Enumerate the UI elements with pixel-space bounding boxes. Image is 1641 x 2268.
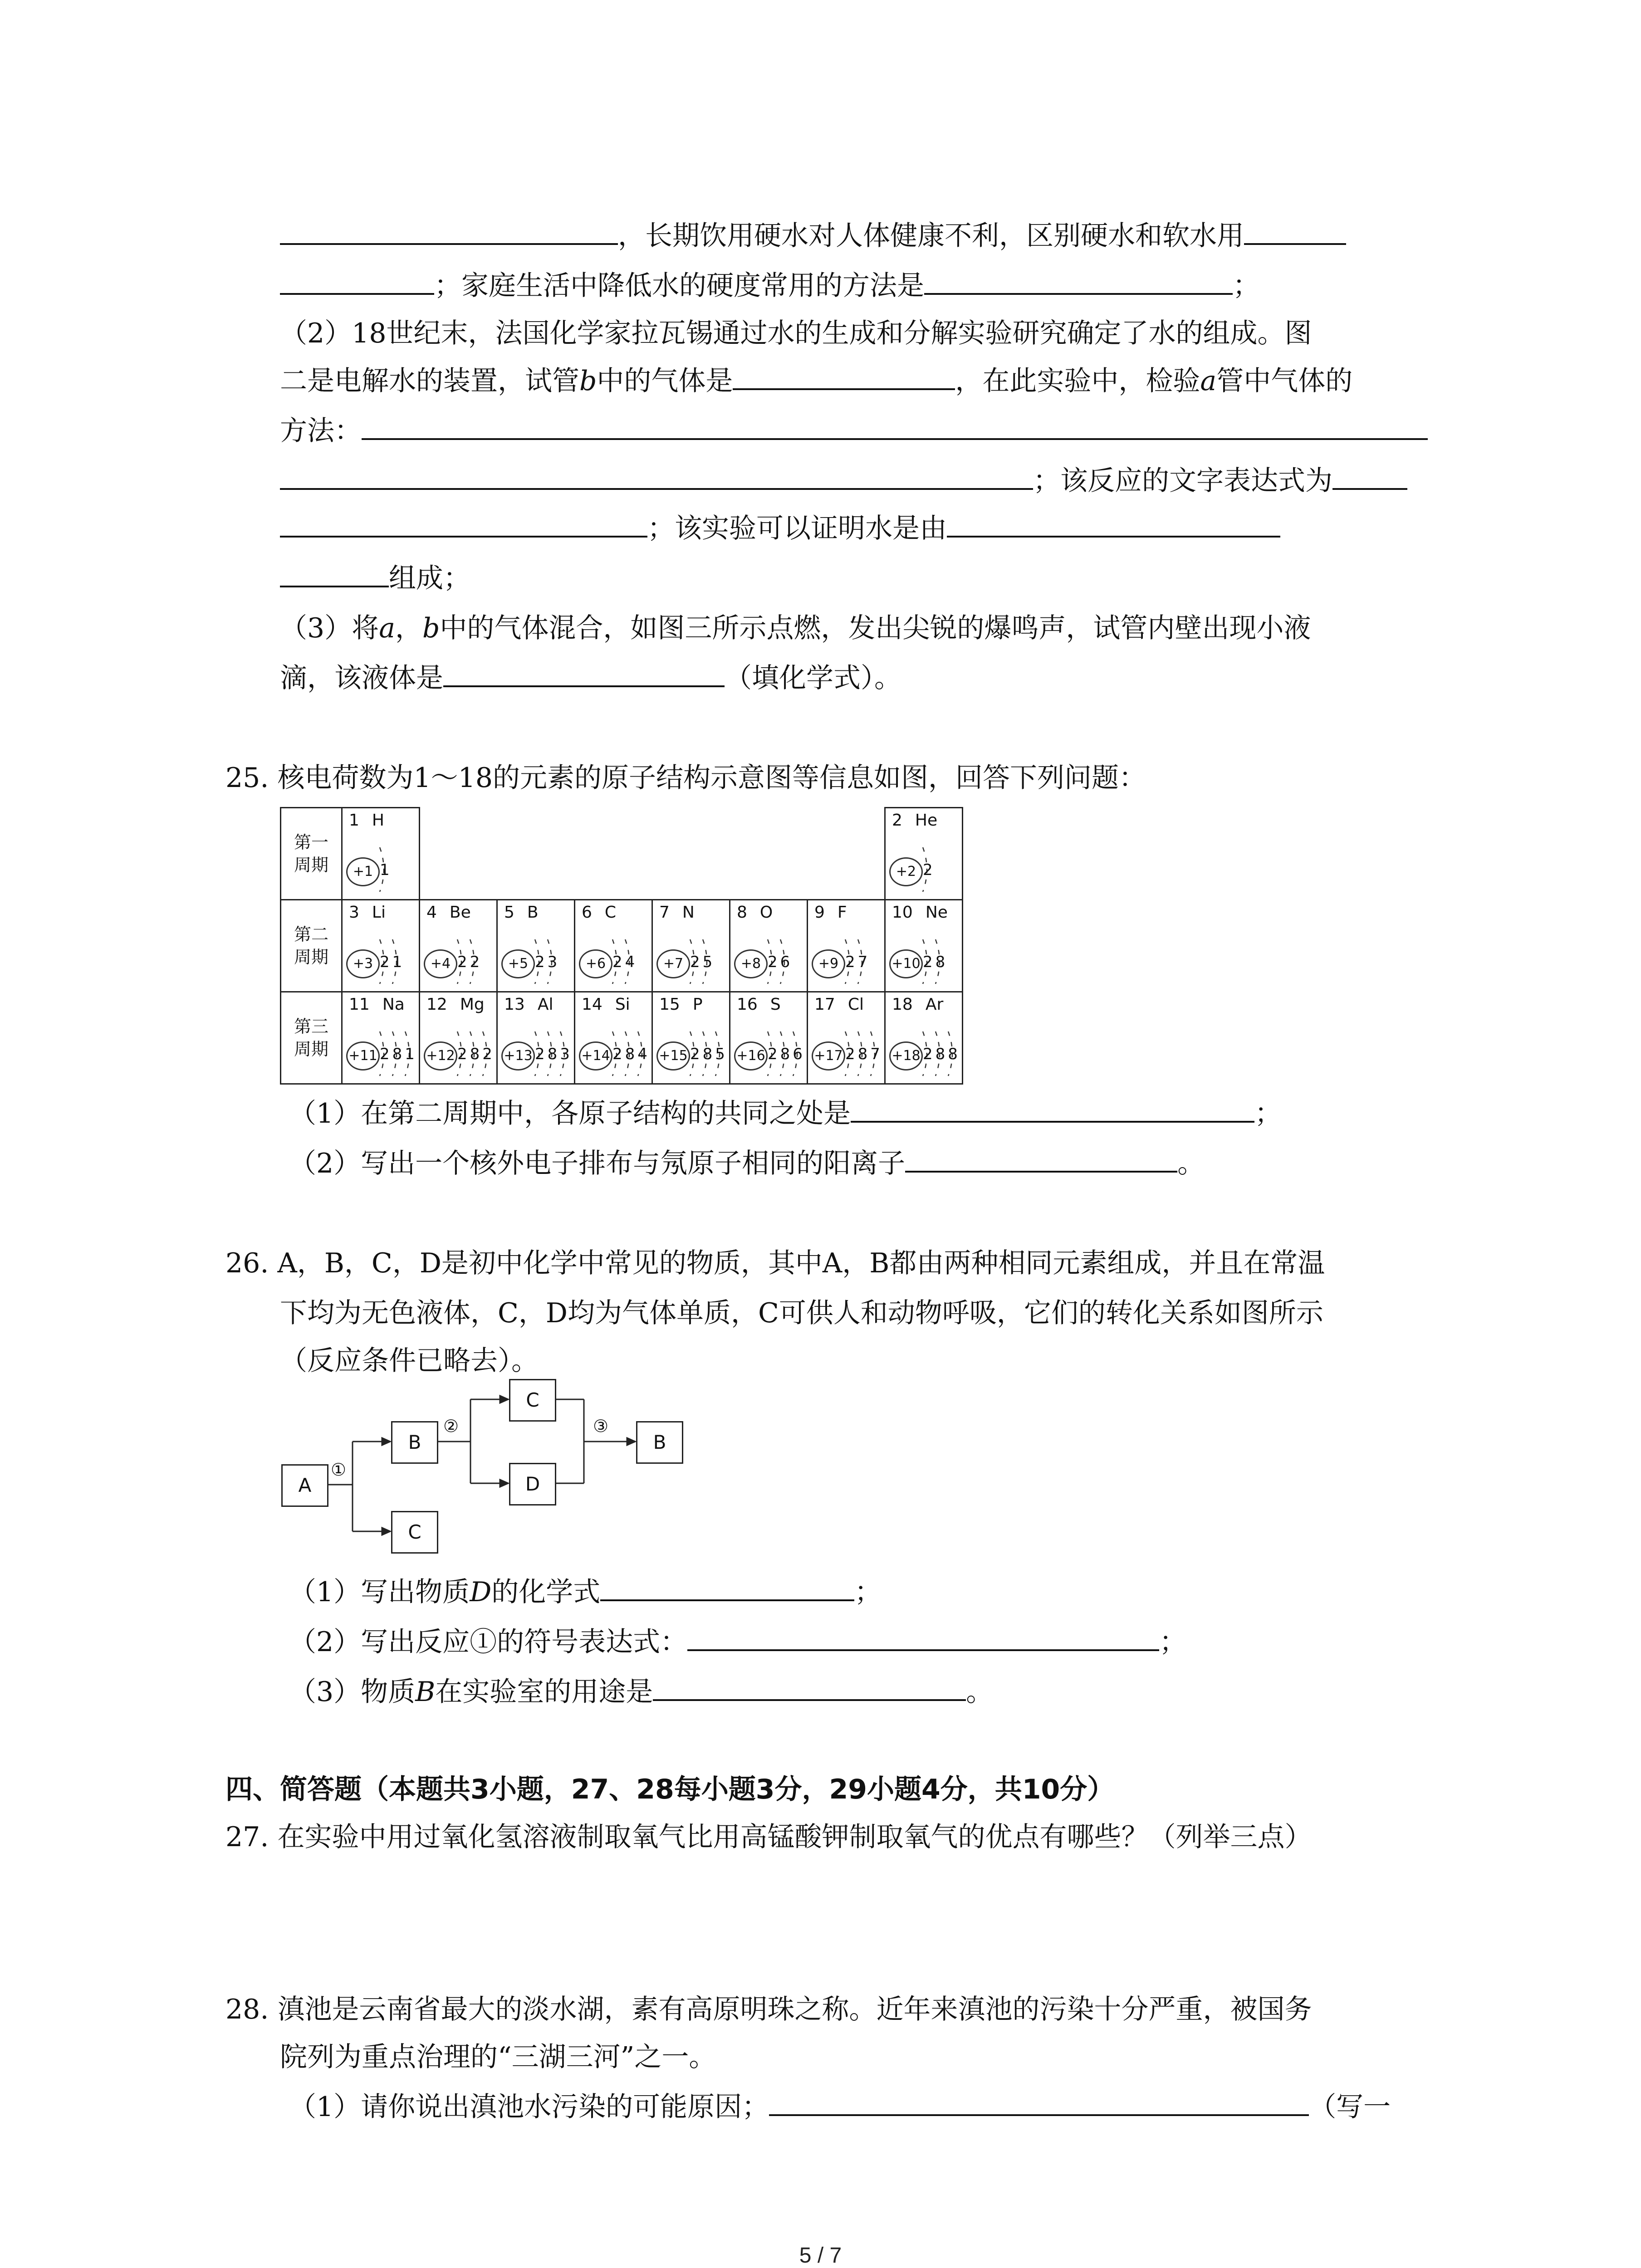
element-number-symbol [504, 995, 553, 1014]
atomic-number: 8 [737, 903, 747, 922]
element-symbol: Ar [925, 995, 944, 1014]
atom-structure-diagram [656, 1029, 729, 1079]
atomic-number: 4 [426, 903, 437, 922]
element-cell [885, 900, 963, 992]
element-symbol: O [759, 903, 773, 922]
element-cell [342, 900, 420, 992]
q28-line-1: 28. 滇池是云南省最大的淡水湖，素有高原明珠之称。近年来滇池的污染十分严重，被国务 [225, 1994, 1312, 2025]
element-number-symbol [737, 903, 773, 922]
q24-line-4: 二是电解水的装置，试管b中的气体是 ，在此实验中，检验a管中气体的 [280, 365, 1353, 397]
atomic-number: 16 [737, 995, 758, 1014]
q26-sub3: （3）物质B在实验室的用途是 。 [289, 1676, 994, 1708]
element-symbol: Ne [925, 903, 948, 922]
answer-blank[interactable] [769, 2091, 1309, 2116]
answer-blank[interactable] [653, 1676, 966, 1701]
atomic-number: 15 [659, 995, 680, 1014]
q24-line-10: 滴，该液体是 （填化学式）。 [280, 662, 901, 694]
period-label: 第二 周期 [281, 900, 342, 992]
q26-line-3: （反应条件已略去）。 [280, 1345, 539, 1377]
element-number-symbol [349, 903, 386, 922]
node-c: C [509, 1379, 556, 1422]
q24-line-5: 方法： [280, 413, 1428, 449]
answer-blank[interactable] [905, 1147, 1177, 1173]
atom-structure-diagram [734, 937, 807, 987]
element-cell [885, 992, 963, 1084]
atomic-number: 17 [814, 995, 835, 1014]
nucleus-charge: +12 [424, 1041, 457, 1070]
atom-structure-diagram [734, 1029, 807, 1079]
element-cell [575, 992, 652, 1084]
electron-counts: 26 [768, 953, 793, 971]
nucleus-charge: +11 [346, 1041, 380, 1070]
q26-line-2: 下均为无色液体，C，D均为气体单质，C可供人和动物呼吸，它们的转化关系如图所示 [280, 1297, 1323, 1329]
atom-structure-diagram [656, 937, 729, 987]
element-number-symbol [349, 995, 405, 1014]
q24-line-3: （2）18世纪末，法国化学家拉瓦锡通过水的生成和分解实验研究确定了水的组成。图 [280, 318, 1312, 349]
atom-structure-diagram [424, 937, 496, 987]
electron-counts: 287 [845, 1045, 883, 1063]
answer-blank[interactable] [280, 269, 434, 295]
q28-sub1: （1）请你说出滇池水污染的可能原因； （写一 [289, 2091, 1391, 2123]
element-cell [652, 992, 730, 1084]
atomic-number: 3 [349, 903, 359, 922]
nucleus-charge: +9 [812, 949, 845, 978]
electron-counts: 285 [690, 1045, 728, 1063]
element-cell-h [342, 808, 420, 900]
nucleus-charge: +5 [501, 949, 535, 978]
reaction-label: ③ [593, 1416, 609, 1436]
answer-blank[interactable] [280, 562, 389, 587]
q24-line-2: ；家庭生活中降低水的硬度常用的方法是 ； [280, 268, 1260, 304]
element-symbol: P [692, 995, 703, 1014]
conversion-diagram [280, 1388, 688, 1569]
element-symbol: Cl [847, 995, 864, 1014]
nucleus-charge: +16 [734, 1041, 768, 1070]
element-cell [808, 900, 885, 992]
nucleus-charge: +7 [656, 949, 690, 978]
atomic-number: 1 [349, 811, 359, 830]
electron-counts: 2 [923, 861, 936, 879]
period-row-3 [281, 992, 963, 1084]
element-symbol: N [682, 903, 695, 922]
atomic-number: 11 [349, 995, 370, 1014]
element-number-symbol [582, 903, 616, 922]
answer-blank[interactable] [947, 512, 1280, 538]
node-c: C [391, 1511, 438, 1554]
electron-counts: 282 [457, 1045, 495, 1063]
q28-line-2: 院列为重点治理的“三湖三河”之一。 [280, 2041, 716, 2073]
element-symbol: B [527, 903, 539, 922]
element-symbol: Li [372, 903, 386, 922]
element-number-symbol [582, 995, 630, 1014]
element-number-symbol [426, 903, 471, 922]
q26-sub1: （1）写出物质D的化学式 ； [289, 1576, 882, 1608]
atom-structure-diagram [579, 937, 652, 987]
element-symbol: Be [449, 903, 471, 922]
q25-stem: 25. 核电荷数为1～18的元素的原子结构示意图等信息如图，回答下列问题： [225, 762, 1146, 794]
answer-blank[interactable] [1244, 220, 1346, 245]
node-a: A [281, 1464, 328, 1507]
atomic-number: 7 [659, 903, 670, 922]
element-cell [730, 900, 808, 992]
answer-blank[interactable] [851, 1097, 1254, 1123]
element-cell [497, 900, 575, 992]
nucleus-charge: +13 [501, 1041, 535, 1070]
element-symbol: Mg [460, 995, 485, 1014]
element-number-symbol [814, 995, 864, 1014]
atom-structure-diagram [812, 1029, 884, 1079]
atomic-number: 2 [892, 811, 902, 830]
period-row-1 [281, 808, 963, 900]
electron-counts: 23 [535, 953, 560, 971]
element-cell [420, 900, 497, 992]
atom-structure-diagram [579, 1029, 652, 1079]
electron-counts: 281 [380, 1045, 417, 1063]
answer-blank[interactable] [280, 512, 647, 538]
atomic-number: 13 [504, 995, 525, 1014]
nucleus-charge: +3 [346, 949, 380, 978]
answer-blank[interactable] [687, 1626, 1159, 1651]
answer-blank[interactable] [280, 220, 618, 245]
element-number-symbol [737, 995, 781, 1014]
element-number-symbol [349, 811, 384, 830]
answer-blank[interactable] [1332, 464, 1407, 490]
element-cell-he [885, 808, 963, 900]
atomic-number: 12 [426, 995, 447, 1014]
element-symbol: Si [615, 995, 630, 1014]
nucleus-charge: +15 [656, 1041, 690, 1070]
atom-structure-diagram [889, 937, 962, 987]
q26-line-1: 26. A，B，C，D是初中化学中常见的物质，其中A，B都由两种相同元素组成，并且在常温 [225, 1247, 1325, 1279]
atomic-number: 5 [504, 903, 514, 922]
node-b: B [391, 1421, 438, 1464]
answer-blank[interactable] [443, 662, 725, 687]
period-label: 第三 周期 [281, 992, 342, 1084]
element-cell [730, 992, 808, 1084]
atom-structure-diagram [501, 937, 574, 987]
atom-structure-diagram [346, 937, 419, 987]
nucleus-charge: +1 [346, 857, 380, 886]
q24-line-9: （3）将a，b中的气体混合，如图三所示点燃，发出尖锐的爆鸣声，试管内壁出现小液 [280, 612, 1311, 644]
nucleus-charge: +2 [889, 857, 923, 886]
electron-counts: 288 [923, 1045, 960, 1063]
electron-counts: 24 [612, 953, 638, 971]
element-cell [497, 992, 575, 1084]
nucleus-charge: +14 [579, 1041, 612, 1070]
answer-blank[interactable] [733, 365, 955, 390]
element-number-symbol [426, 995, 485, 1014]
atomic-number: 14 [582, 995, 603, 1014]
atomic-number: 6 [582, 903, 592, 922]
element-symbol: He [915, 811, 938, 830]
element-number-symbol [814, 903, 847, 922]
atom-structure-diagram [501, 1029, 574, 1079]
atom-structure-diagram [889, 1029, 962, 1079]
electron-counts: 21 [380, 953, 405, 971]
atom-structure-diagram [346, 1029, 419, 1079]
section-heading: 四、简答题（本题共3小题，27、28每小题3分，29小题4分，共10分） [225, 1774, 1115, 1805]
answer-blank[interactable] [600, 1576, 854, 1601]
atom-structure-diagram [889, 845, 962, 894]
atom-structure-diagram [812, 937, 884, 987]
node-b: B [636, 1421, 683, 1464]
table-gap [420, 808, 885, 900]
element-symbol: S [770, 995, 781, 1014]
element-cell [652, 900, 730, 992]
element-symbol: Na [382, 995, 405, 1014]
q24-line-1: ，长期饮用硬水对人体健康不利，区别硬水和软水用 [280, 218, 1346, 254]
q24-line-7: ；该实验可以证明水是由 [280, 510, 1280, 547]
electron-counts: 22 [457, 953, 483, 971]
electron-counts: 1 [380, 861, 392, 879]
reaction-label: ② [443, 1416, 459, 1436]
node-d: D [509, 1463, 556, 1505]
q24-line-6: ；该反应的文字表达式为 [280, 463, 1407, 499]
nucleus-charge: +18 [889, 1041, 923, 1070]
nucleus-charge: +8 [734, 949, 768, 978]
element-cell [342, 992, 420, 1084]
element-cell [575, 900, 652, 992]
q27-stem: 27. 在实验中用过氧化氢溶液制取氧气比用高锰酸钾制取氧气的优点有哪些？（列举三点） [225, 1821, 1312, 1853]
atomic-number: 18 [892, 995, 913, 1014]
q26-sub2: （2）写出反应①的符号表达式： ； [289, 1626, 1187, 1658]
nucleus-charge: +10 [889, 949, 923, 978]
period-label: 第一 周期 [281, 808, 342, 900]
answer-blank[interactable] [924, 269, 1233, 295]
element-number-symbol [892, 811, 937, 830]
electron-counts: 27 [845, 953, 871, 971]
element-number-symbol [892, 903, 948, 922]
electron-counts: 283 [535, 1045, 573, 1063]
element-symbol: H [372, 811, 384, 830]
q24-line-8: 组成； [280, 560, 470, 596]
element-symbol: F [837, 903, 847, 922]
nucleus-charge: +6 [579, 949, 612, 978]
element-number-symbol [659, 903, 695, 922]
electron-counts: 286 [768, 1045, 805, 1063]
element-number-symbol [892, 995, 943, 1014]
answer-blank[interactable] [280, 464, 1033, 490]
reaction-label: ① [331, 1460, 347, 1480]
element-symbol: C [604, 903, 617, 922]
atom-structure-diagram [424, 1029, 496, 1079]
q25-sub2: （2）写出一个核外电子排布与氖原子相同的阳离子 。 [289, 1148, 1205, 1179]
nucleus-charge: +4 [424, 949, 457, 978]
atomic-number: 9 [814, 903, 825, 922]
electron-counts: 25 [690, 953, 715, 971]
element-number-symbol [504, 903, 539, 922]
period-row-2 [281, 900, 963, 992]
element-cell [808, 992, 885, 1084]
element-symbol: Al [537, 995, 554, 1014]
electron-counts: 284 [612, 1045, 650, 1063]
nucleus-charge: +17 [812, 1041, 845, 1070]
answer-blank[interactable] [362, 415, 1428, 440]
atomic-number: 10 [892, 903, 913, 922]
atom-structure-diagram [346, 845, 419, 894]
q25-sub1: （1）在第二周期中，各原子结构的共同之处是 ； [289, 1098, 1282, 1129]
periodic-table [280, 807, 963, 1085]
electron-counts: 28 [923, 953, 948, 971]
element-cell [420, 992, 497, 1084]
page-number: 5 / 7 [799, 2244, 842, 2268]
element-number-symbol [659, 995, 703, 1014]
